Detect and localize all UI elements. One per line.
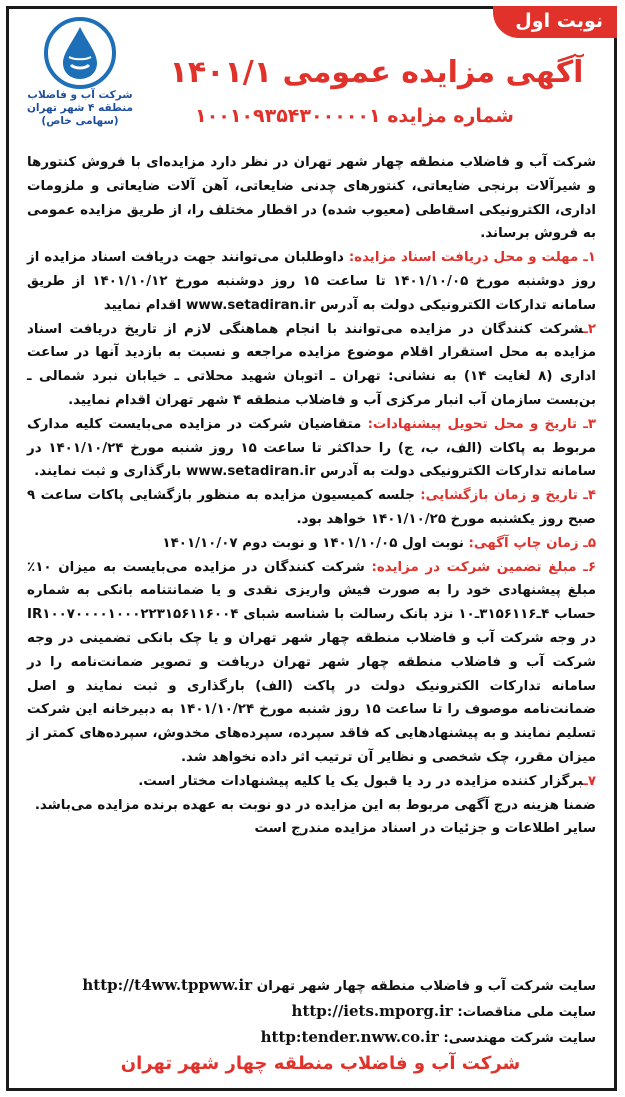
site-row-company — [27, 973, 596, 999]
section-1-heading: ۱ـ مهلت و محل دریافت اسناد مزایده: — [348, 250, 596, 266]
round-badge: نوبت اول — [493, 6, 617, 38]
site-label-company: سایت شرکت آب و فاضلاب منطقه چهار شهر تهران — [252, 979, 596, 994]
section-1-text: داوطلبان می‌توانند جهت دریافت اسناد مزایده از روز دوشنبه مورخ ۱۴۰۱/۱۰/۰۵ تا ساعت ۱۵ روز دوشنبه مورخ ۱۴۰۱/۱۰/۱۲ از طریق سامانه تدارکات الکترونیکی دولت به آدرس — [27, 250, 596, 313]
section-5 — [27, 532, 596, 556]
section-4 — [27, 484, 596, 532]
site-row-engineering — [27, 1025, 596, 1051]
section-6-text: شرکت کنندگان در مزایده می‌بایست به میزان ۱۰٪ مبلغ پیشنهادی خود را به صورت فیش واریزی نقدی و یا ضمانتنامه بانکی به شماره حساب ۴ـ۳۱۵۶۱۱۶ـ۱۰ نزد بانک رسالت با شناسه شبای IR۱۰۰۷۰۰۰۰۱۰۰۰۲۲۳۱۵۶۱۱۶۰۰۴ در وجه شرکت آب و فاضلاب منطقه چهار شهر تهران و یا چک بانکی تضمینی در وجه شرکت آب و فاضلاب منطقه چهار شهر تهران دریافت و تصویر ضمانت‌نامه را در سامانه تدارکات الکترونیک دولت در پاکت (الف) بارگذاری و ثبت نمایند و اصل ضمانت‌نامه موصوف را تا ساعت ۱۵ روز شنبه مورخ ۱۴۰۱/۱۰/۲۴ به دبیرخانه این شرکت تسلیم نمایند و به پیشنهادهایی که فاقد سپرده، سپرده‌های مخدوش، سپرده‌های کمتر از میزان مقرر، چک شخصی و نظایر آن ترتیب اثر داده نخواهد شد. — [27, 559, 597, 765]
site-label-tenders: سایت ملی مناقصات: — [452, 1005, 596, 1020]
section-4-heading: ۴ـ تاریخ و زمان بازگشایی: — [420, 488, 596, 504]
company-line-1: شرکت آب و فاضلاب — [27, 89, 133, 101]
section-1-url[interactable]: www.setadiran.ir — [186, 297, 316, 313]
site-url-tenders[interactable]: http://iets.mporg.ir — [291, 1002, 453, 1020]
section-3-text: متقاضیان شرکت در مزایده می‌بایست کلیه مدارک مربوط به پاکات (الف، ب، ج) را حداکثر تا ساعت ۱۵ روز شنبه مورخ ۱۴۰۱/۱۰/۲۴ در سامانه تدارکات الکترونیکی دولت به آدرس — [27, 416, 596, 480]
section-3-tail: بارگذاری و ثبت نمایند. — [34, 464, 186, 480]
section-7-text: برگزار کننده مزایده در رد یا قبول یک یا کلیه پیشنهادات مختار است. — [138, 773, 584, 789]
section-3 — [27, 413, 596, 484]
section-2-heading: ۲ـ — [583, 321, 596, 337]
section-5-heading: ۵ـ زمان چاپ آگهی: — [468, 535, 596, 551]
section-6-heading: ۶ـ مبلغ تضمین شرکت در مزایده: — [371, 559, 596, 575]
water-drop-logo-icon — [23, 13, 137, 91]
section-2 — [27, 318, 596, 413]
site-url-engineering[interactable]: http:tender.nww.co.ir — [260, 1028, 439, 1046]
site-row-tenders — [27, 999, 596, 1025]
section-1-tail: اقدام نمایید — [103, 297, 186, 313]
section-2-text: شرکت کنندگان در مزایده می‌توانند با انجام هماهنگی لازم از تاریخ دریافت اسناد مزایده به محل استقرار اقلام موضوع مزایده مراجعه و نسبت به بازدید آنها در ساعت اداری (۸ لغایت ۱۴) به نشانی: تهران ـ اتوبان شهید محلاتی ـ خیابان نبرد شمالی ـ بن‌بست سازمان آب انبار مرکزی آب و فاضلاب منطقه ۴ شهر تهران اقدام نمایید. — [27, 321, 596, 408]
website-list — [27, 973, 596, 1051]
section-7 — [27, 770, 596, 794]
intro-paragraph: شرکت آب و فاضلاب منطقه چهار شهر تهران در نظر دارد مزایده‌ای با فروش کنتورها و شیرآلات برنجی ضایعاتی، کنتورهای چدنی ضایعاتی، آهن آلات ضایعاتی و ملزومات اداری، الکترونیکی اسقاطی (معیوب شده) در اقطار مختلف را، از طریق مزایده عمومی به فروش برساند. — [27, 155, 596, 242]
section-5-text: نوبت اول ۱۴۰۱/۱۰/۰۵ و نوبت دوم ۱۴۰۱/۱۰/۰۷ — [162, 535, 469, 551]
section-4-text: جلسه کمیسیون مزایده به منظور بازگشایی پاکات ساعت ۹ صبح روز یکشنبه مورخ ۱۴۰۱/۱۰/۲۵ خواهد بود. — [27, 488, 596, 527]
section-3-heading: ۳ـ تاریخ و محل تحویل پیشنهادات: — [367, 416, 597, 432]
ad-title: آگهی مزایده عمومی ۱۴۰۱/۱ — [169, 55, 584, 90]
section-7-heading: ۷ـ — [583, 773, 596, 789]
auction-number: شماره مزایده ۱۰۰۱۰۹۳۵۴۳۰۰۰۰۰۱ — [195, 105, 514, 127]
section-1 — [27, 246, 596, 317]
section-3-url[interactable]: www.setadiran.ir — [186, 464, 316, 480]
note-fee: ضمنا هزینه درج آگهی مربوط به این مزایده در دو نوبت به عهده برنده مزایده می‌باشد. — [34, 797, 596, 813]
company-line-2: منطقه ۴ شهر تهران — [26, 102, 134, 114]
ad-frame — [6, 6, 617, 1091]
note-details: سایر اطلاعات و جزئیات در اسناد مزایده مندرج است — [254, 821, 596, 837]
section-6 — [27, 556, 596, 770]
company-line-3: (سهامی خاص) — [41, 115, 119, 127]
footer-company: شرکت آب و فاضلاب منطقه چهار شهر تهران — [120, 1053, 521, 1074]
ad-body — [27, 151, 596, 841]
site-url-company[interactable]: http://t4ww.tppww.ir — [82, 976, 253, 994]
site-label-engineering: سایت شرکت مهندسی: — [438, 1031, 596, 1046]
